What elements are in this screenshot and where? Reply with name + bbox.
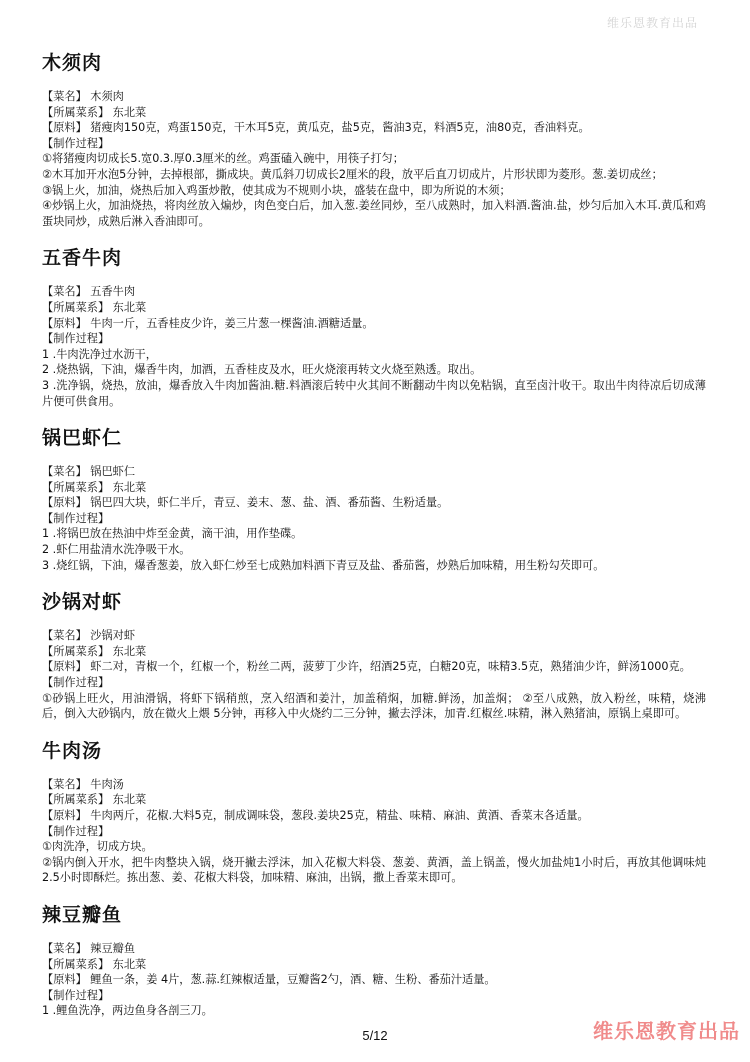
page-number: 5/12 — [362, 1028, 388, 1043]
recipe-line: 【所属菜系】 东北菜 — [42, 480, 147, 494]
recipe-title: 五香牛肉 — [42, 247, 123, 270]
recipe-section — [42, 50, 706, 229]
recipe-line: 【菜名】 锅巴虾仁 — [42, 465, 136, 479]
recipe-line: 1 .将锅巴放在热油中炸至金黄，滴干油，用作垫碟。 — [42, 527, 303, 541]
recipe-line: 3 .洗净锅，烧热，放油，爆香放入牛肉加酱油.糖.料酒滚后转中火其间不断翻动牛肉以免粘锅，直至卤汁收干。取出牛肉待凉后切成薄片便可供食用。 — [42, 378, 706, 408]
recipe-section — [42, 425, 706, 573]
recipe-line: 【制作过程】 — [42, 824, 110, 838]
recipe-line: 【菜名】 辣豆瓣鱼 — [42, 941, 136, 955]
recipe-line: 1 .鲤鱼洗净，两边鱼身各剖三刀。 — [42, 1004, 213, 1018]
watermark-bottom: 维乐恩教育出品 — [593, 1019, 740, 1043]
recipe-line: 【原料】 牛肉一斤，五香桂皮少许，姜三片葱一棵酱油.酒糖适量。 — [42, 316, 374, 330]
recipe-line: 【所属菜系】 东北菜 — [42, 644, 147, 658]
recipe-line: 【原料】 锅巴四大块，虾仁半斤，青豆、姜末、葱、盐、酒、番茄酱、生粉适量。 — [42, 496, 449, 510]
watermark-top: 维乐恩教育出品 — [606, 16, 698, 30]
recipe-line: 【制作过程】 — [42, 511, 110, 525]
recipe-line: ①砂锅上旺火，用油滑锅，将虾下锅稍煎，烹入绍酒和姜汁，加盖稍焖，加糖.鲜汤，加盖焖； ②至八成熟，放入粉丝，味精，烧沸后，倒入大砂锅内，放在微火上煨 5分钟，再移入中火烧约二三分钟，撇去浮沫，加青.红椒丝.味精，淋入熟猪油，原锅上桌即可。 — [42, 691, 706, 721]
recipe-line: 2 .虾仁用盐清水洗净吸干水。 — [42, 543, 191, 557]
recipe-line: 3 .烧红锅，下油，爆香葱姜，放入虾仁炒至七成熟加料酒下青豆及盐、番茄酱，炒熟后加味精，用生粉勾芡即可。 — [42, 558, 605, 572]
recipe-line: 【制作过程】 — [42, 136, 110, 150]
recipe-title: 辣豆瓣鱼 — [42, 903, 123, 926]
recipe-line: ②木耳加开水泡5分钟，去掉根部，撕成块。黄瓜斜刀切成长2厘米的段，放平后直刀切成片，片形状即为菱形。葱.姜切成丝； — [42, 167, 663, 181]
recipe-line: 2 .烧热锅，下油，爆香牛肉，加酒，五香桂皮及水，旺火烧滚再转文火烧至熟透。取出。 — [42, 363, 482, 377]
recipe-line: 【所属菜系】 东北菜 — [42, 957, 147, 971]
recipe-title: 木须肉 — [42, 52, 103, 74]
recipe-line: 【所属菜系】 东北菜 — [42, 105, 147, 119]
recipe-title: 沙锅对虾 — [42, 591, 123, 614]
recipe-title: 锅巴虾仁 — [42, 427, 123, 450]
recipe-line: 【制作过程】 — [42, 332, 110, 346]
recipe-line: 【原料】 虾二对，青椒一个，红椒一个，粉丝二两，菠萝丁少许，绍酒25克，白糖20克，味精3.5克，熟猪油少许，鲜汤1000克。 — [42, 660, 691, 674]
recipe-line: ②锅内倒入开水，把牛肉整块入锅，烧开撇去浮沫，加入花椒大料袋、葱姜、黄酒，盖上锅盖，慢火加盐炖1小时后，再放其他调味炖2.5小时即酥烂。拣出葱、姜、花椒大料袋，加味精、麻油，出锅，撒上香菜末即可。 — [42, 855, 706, 885]
recipe-section — [42, 902, 706, 1019]
recipe-line: ①肉洗净，切成方块。 — [42, 840, 153, 854]
recipe-title: 牛肉汤 — [42, 739, 103, 762]
recipe-section — [42, 738, 706, 886]
recipe-line: 【所属菜系】 东北菜 — [42, 300, 147, 314]
recipe-line: 【原料】 猪瘦肉150克，鸡蛋150克，干木耳5克，黄瓜克，盐5克，酱油3克，料酒5克，油80克，香油料克。 — [42, 121, 590, 135]
recipe-line: 【菜名】 五香牛肉 — [42, 285, 136, 299]
recipe-line: 【原料】 牛肉两斤，花椒.大料5克，制成调味袋，葱段.姜块25克，精盐、味精、麻油、黄酒、香菜末各适量。 — [42, 809, 589, 822]
recipe-line: ③锅上火，加油，烧热后加入鸡蛋炒散，使其成为不规则小块，盛装在盘中，即为所说的木须； — [42, 183, 511, 197]
recipe-line: ①将猪瘦肉切成长5.宽0.3.厚0.3厘米的丝。鸡蛋磕入碗中，用筷子打匀； — [42, 152, 404, 166]
recipe-line: 【制作过程】 — [42, 988, 110, 1002]
recipe-line: 1 .牛肉洗净过水沥干， — [42, 347, 157, 361]
recipe-line: 【制作过程】 — [42, 676, 110, 690]
recipe-section — [42, 589, 706, 722]
document-body — [42, 50, 706, 1035]
recipe-line: 【所属菜系】 东北菜 — [42, 793, 147, 807]
recipe-line: 【菜名】 木须肉 — [42, 90, 124, 103]
recipe-line: ④炒锅上火，加油烧热，将肉丝放入煸炒，肉色变白后，加入葱.姜丝同炒，至八成熟时，加入料酒.酱油.盐，炒匀后加入木耳.黄瓜和鸡蛋块同炒，成熟后淋入香油即可。 — [42, 199, 706, 228]
recipe-line: 【菜名】 沙锅对虾 — [42, 629, 136, 643]
recipe-line: 【原料】 鲤鱼一条，姜 4片，葱.蒜.红辣椒适量，豆瓣酱2勺，酒、糖、生粉、番茄汁适量。 — [42, 973, 496, 987]
recipe-section — [42, 245, 706, 409]
recipe-line: 【菜名】 牛肉汤 — [42, 777, 124, 791]
